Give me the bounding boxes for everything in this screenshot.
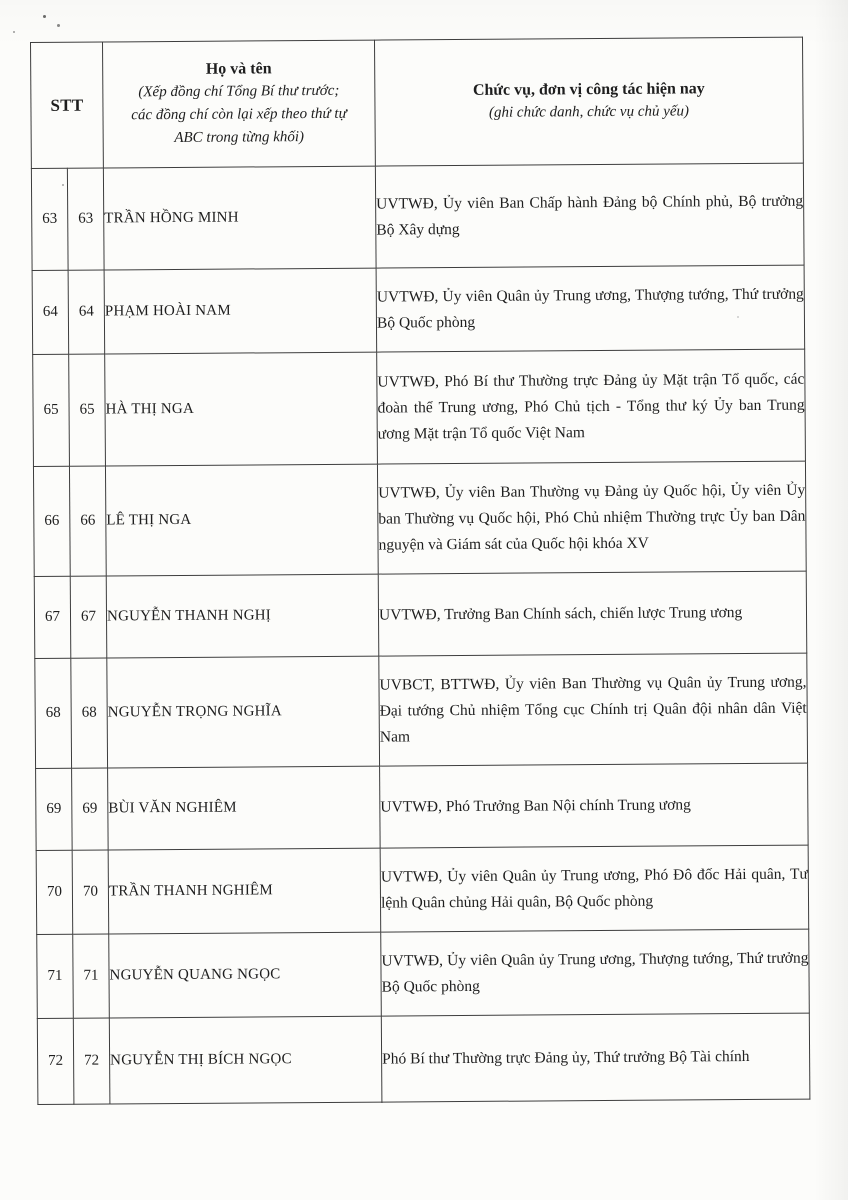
position-cell: UVTWĐ, Phó Bí thư Thường trực Đảng ủy Mặt trận Tổ quốc, các đoàn thể Trung ương, Phó Chủ tịch - Tổng thư ký Ủy ban Trung ương Mặt trận Tổ quốc Việt Nam bbox=[377, 349, 806, 464]
position-cell: UVTWĐ, Ủy viên Quân ủy Trung ương, Thượng tướng, Thứ trưởng Bộ Quốc phòng bbox=[381, 929, 810, 1016]
header-name-subtitle-line: (Xếp đồng chí Tổng Bí thư trước; bbox=[138, 82, 340, 101]
stt-secondary-cell: 67 bbox=[70, 576, 107, 658]
scan-speck bbox=[13, 31, 15, 33]
position-cell: UVTWĐ, Trưởng Ban Chính sách, chiến lược Trung ương bbox=[378, 571, 807, 656]
header-name bbox=[103, 40, 376, 168]
stt-secondary-cell: 72 bbox=[73, 1018, 110, 1104]
stt-secondary-cell: 71 bbox=[73, 934, 110, 1018]
position-cell: UVTWĐ, Ủy viên Quân ủy Trung ương, Thượng tướng, Thứ trưởng Bộ Quốc phòng bbox=[376, 265, 805, 352]
table-row bbox=[36, 845, 809, 934]
table-row bbox=[37, 929, 810, 1018]
stt-secondary-cell: 69 bbox=[72, 768, 109, 850]
stt-primary-cell: 68 bbox=[35, 658, 72, 768]
table-row bbox=[31, 163, 804, 270]
name-cell: NGUYỄN THỊ BÍCH NGỌC bbox=[109, 1016, 382, 1104]
position-cell: UVTWĐ, Phó Trưởng Ban Nội chính Trung ương bbox=[380, 763, 809, 848]
stt-primary-cell: 69 bbox=[36, 768, 73, 850]
header-position bbox=[375, 37, 804, 166]
name-cell: NGUYỄN TRỌNG NGHĨA bbox=[107, 656, 380, 768]
stt-secondary-cell: 65 bbox=[69, 354, 106, 466]
stt-primary-cell: 64 bbox=[32, 270, 69, 354]
name-cell: LÊ THỊ NGA bbox=[105, 464, 378, 576]
name-cell: PHẠM HOÀI NAM bbox=[104, 268, 377, 354]
scan-speck bbox=[43, 15, 46, 18]
position-cell: Phó Bí thư Thường trực Đảng ủy, Thứ trưởng Bộ Tài chính bbox=[381, 1013, 810, 1102]
stt-primary-cell: 65 bbox=[33, 354, 70, 466]
position-cell: UVTWĐ, Ủy viên Ban Chấp hành Đảng bộ Chính phủ, Bộ trưởng Bộ Xây dựng bbox=[375, 163, 804, 268]
name-cell: TRẦN HỒNG MINH bbox=[103, 166, 376, 270]
name-cell: NGUYỄN THANH NGHỊ bbox=[106, 574, 379, 658]
name-cell: HÀ THỊ NGA bbox=[105, 352, 378, 466]
stt-primary-cell: 71 bbox=[37, 934, 74, 1018]
stt-primary-cell: 70 bbox=[36, 850, 73, 934]
stt-primary-cell: 66 bbox=[33, 466, 70, 576]
position-cell: UVTWĐ, Ủy viên Quân ủy Trung ương, Phó Đô đốc Hải quân, Tư lệnh Quân chủng Hải quân, Bộ Quốc phòng bbox=[380, 845, 809, 932]
stt-secondary-cell: 70 bbox=[72, 850, 109, 934]
stt-secondary-cell: 66 bbox=[69, 466, 106, 576]
table-row bbox=[36, 763, 809, 850]
name-cell: TRẦN THANH NGHIÊM bbox=[108, 848, 381, 934]
stt-secondary-cell: 68 bbox=[71, 658, 108, 768]
officials-table bbox=[30, 37, 810, 1105]
name-cell: NGUYỄN QUANG NGỌC bbox=[109, 932, 382, 1018]
header-position-subtitle: (ghi chức danh, chức vụ chủ yếu) bbox=[488, 103, 690, 121]
table-wrapper bbox=[30, 37, 810, 1105]
table-row bbox=[33, 349, 806, 466]
stt-primary-cell: 72 bbox=[37, 1018, 74, 1104]
header-position-title: Chức vụ, đơn vị công tác hiện nay bbox=[472, 80, 705, 99]
stt-secondary-cell: 64 bbox=[68, 270, 105, 354]
header-name-title: Họ và tên bbox=[205, 60, 272, 78]
stt-primary-cell: 67 bbox=[34, 576, 71, 658]
stt-secondary-cell: 63 bbox=[67, 168, 104, 270]
table-row bbox=[34, 571, 807, 658]
header-name-subtitle bbox=[103, 80, 374, 151]
table-row bbox=[35, 653, 808, 768]
table-header-row bbox=[31, 37, 804, 168]
name-cell: BÙI VĂN NGHIÊM bbox=[108, 766, 381, 850]
table-row bbox=[37, 1013, 810, 1104]
table-row bbox=[32, 265, 805, 354]
header-stt: STT bbox=[31, 42, 104, 168]
stt-primary-cell: 63 bbox=[31, 168, 68, 270]
position-cell: UVTWĐ, Ủy viên Ban Thường vụ Đảng ủy Quốc hội, Ủy viên Ủy ban Thường vụ Quốc hội, Phó Chủ nhiệm Thường trực Ủy ban Dân nguyện và Giám sát của Quốc hội khóa XV bbox=[377, 461, 806, 574]
header-name-subtitle-line: ABC trong từng khối) bbox=[174, 129, 305, 146]
header-name-subtitle-line: các đồng chí còn lại xếp theo thứ tự bbox=[131, 105, 347, 124]
table-row bbox=[33, 461, 806, 576]
scan-speck bbox=[57, 24, 60, 27]
position-cell: UVBCT, BTTWĐ, Ủy viên Ban Thường vụ Quân ủy Trung ương, Đại tướng Chủ nhiệm Tổng cục Chính trị Quân đội nhân dân Việt Nam bbox=[379, 653, 808, 766]
